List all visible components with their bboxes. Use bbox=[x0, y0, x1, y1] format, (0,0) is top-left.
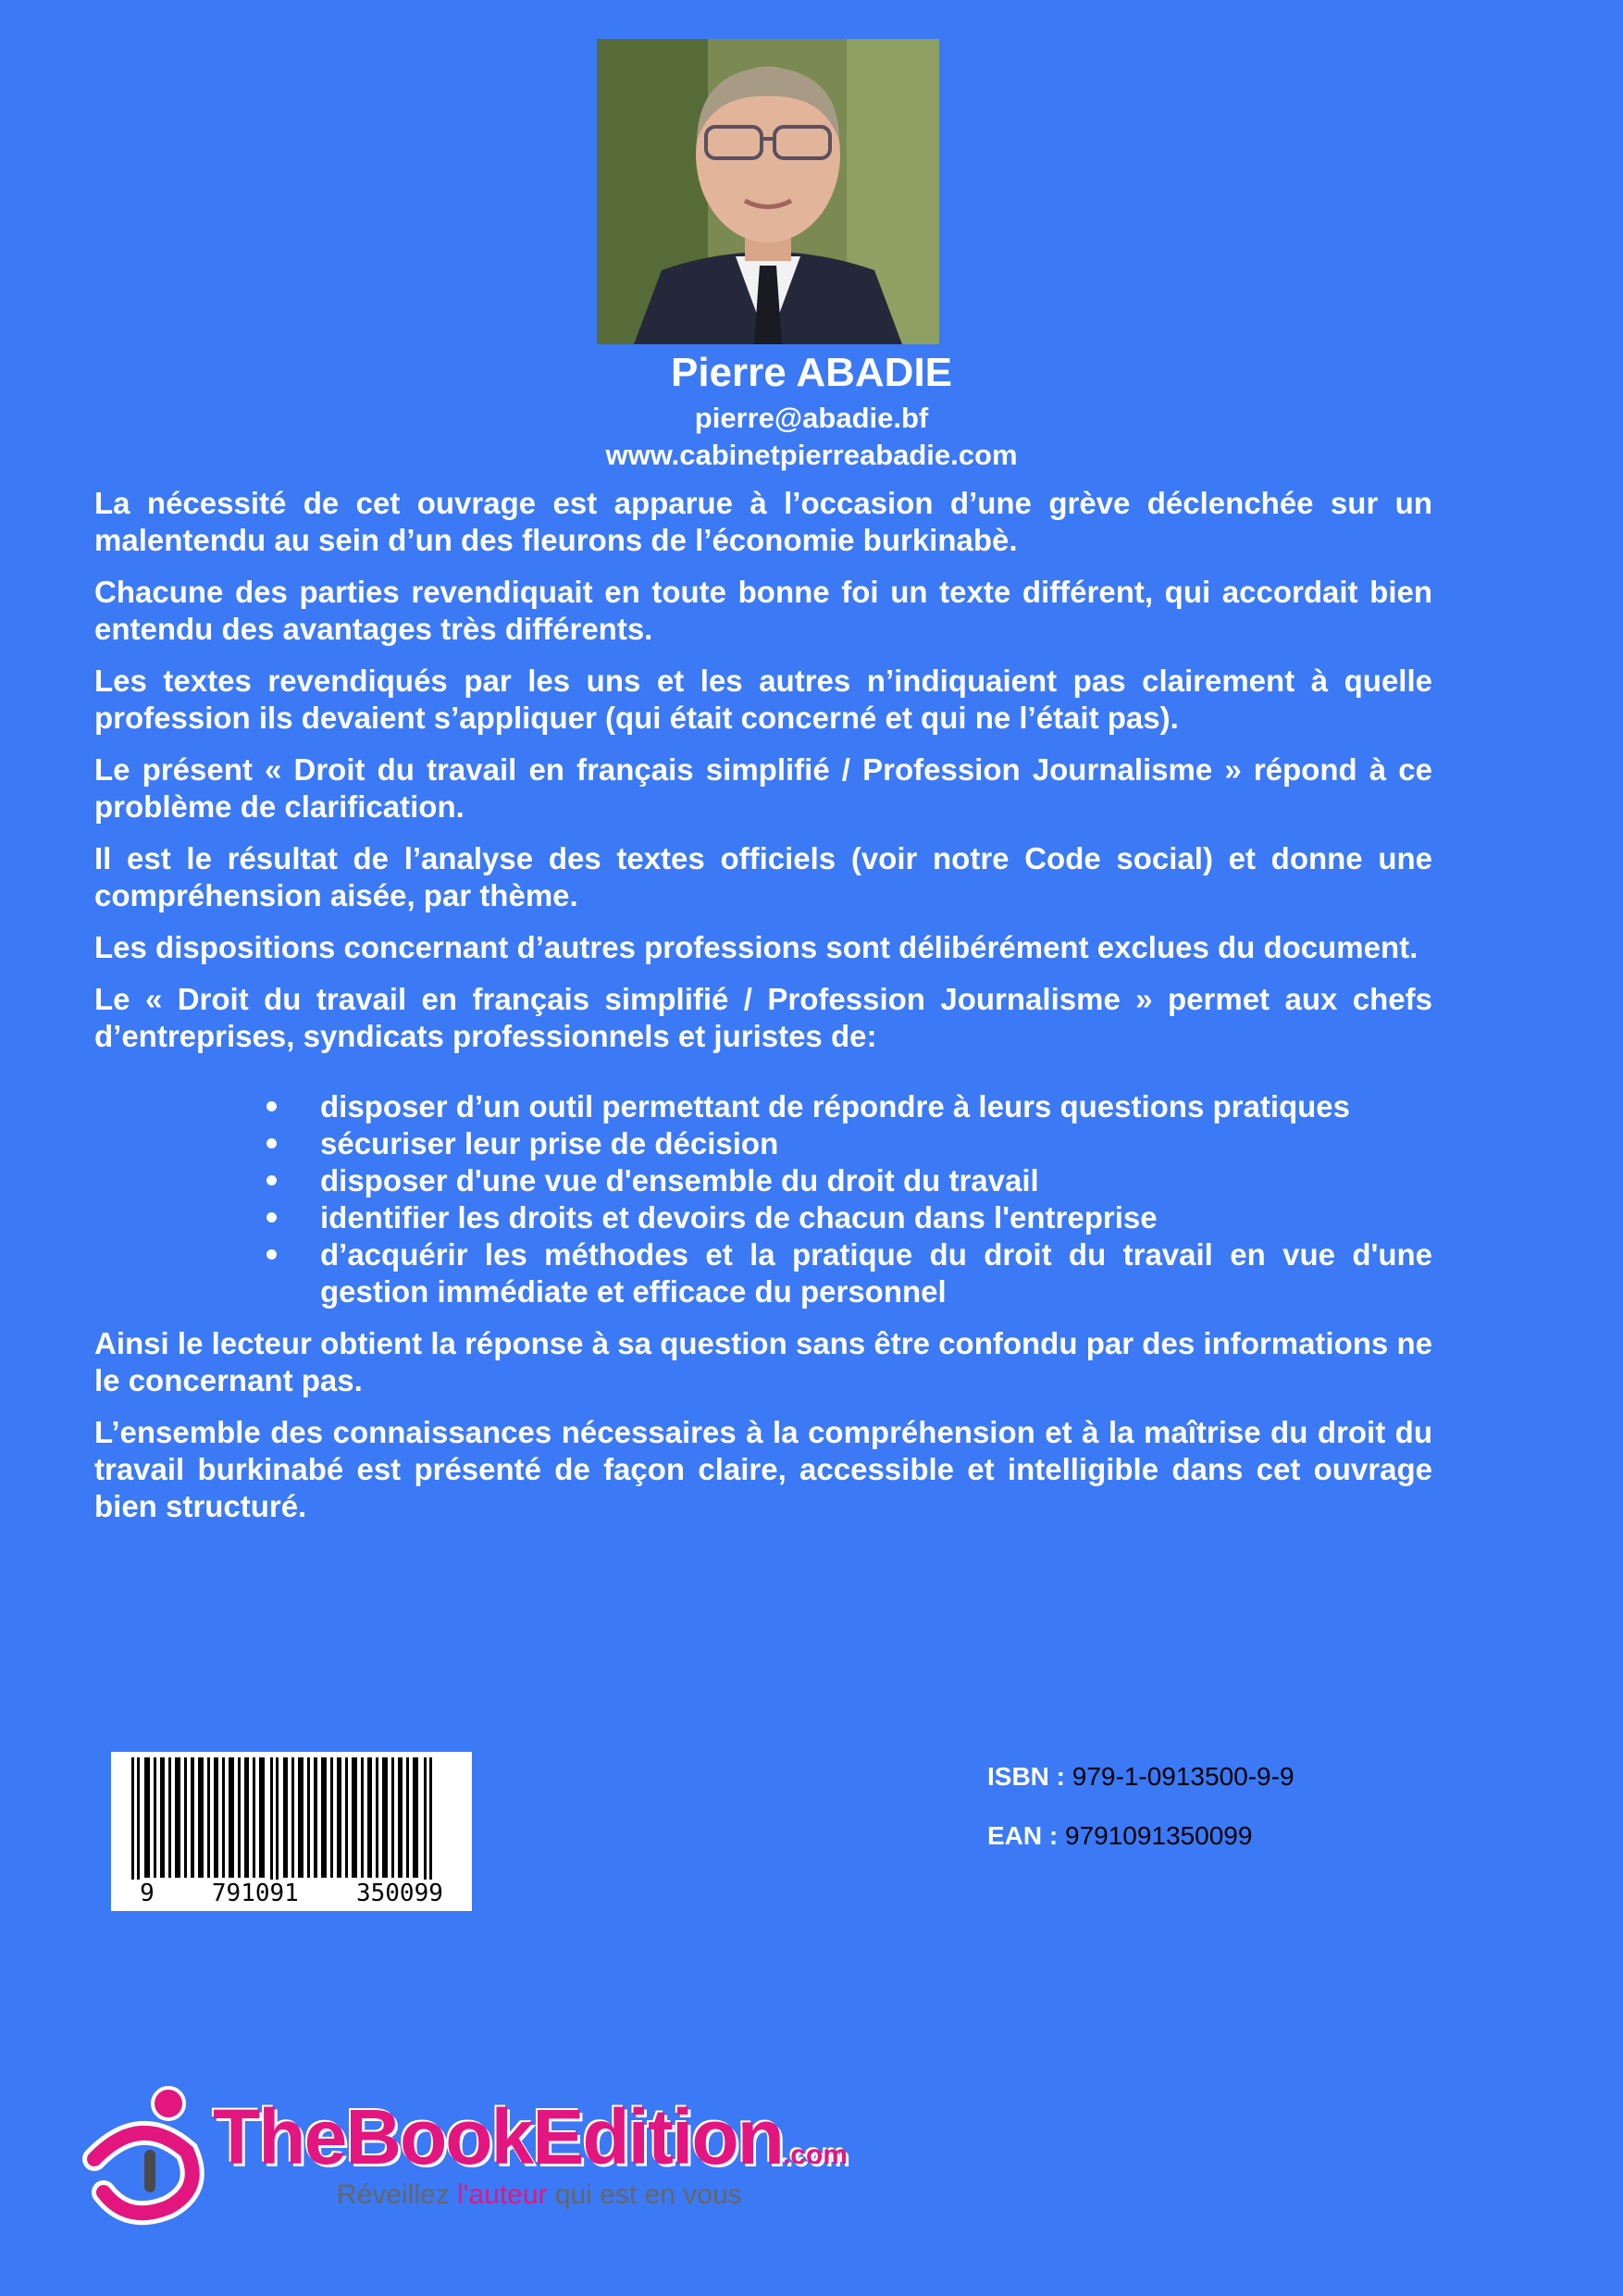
author-email[interactable]: pierre@abadie.bf bbox=[694, 402, 929, 434]
barcode-digit-group: 9 bbox=[140, 1880, 155, 1907]
paragraph: Les textes revendiqués par les uns et les autres n’indiquaient pas clairement à quelle profession ils devaient s’appliquer (qui était concerné et qui ne l’était pas). bbox=[94, 664, 1432, 735]
list-item bbox=[320, 1088, 1432, 1125]
publisher-tld: .com bbox=[782, 2140, 848, 2170]
list-item-text: disposer d’un outil permettant de répondre à leurs questions pratiques bbox=[320, 1089, 1351, 1123]
bullet-icon bbox=[266, 1175, 277, 1185]
author-photo bbox=[597, 39, 939, 344]
publisher-name bbox=[213, 2092, 848, 2182]
paragraph: Les dispositions concernant d’autres professions sont délibérément exclues du document. bbox=[94, 930, 1419, 964]
tagline-end: qui est en vous bbox=[547, 2179, 742, 2210]
ean-label: EAN : bbox=[987, 1821, 1059, 1850]
paragraph: Le présent « Droit du travail en français simplifié / Profession Journalisme » répond à ce problème de clarification. bbox=[94, 752, 1432, 824]
tagline-start: Réveillez bbox=[337, 2179, 458, 2210]
bullet-icon bbox=[266, 1212, 277, 1222]
ean-line bbox=[987, 1821, 1252, 1851]
barcode-digits bbox=[111, 1880, 472, 1909]
benefits-list bbox=[94, 1088, 1432, 1310]
author-website[interactable]: www.cabinetpierreabadie.com bbox=[605, 439, 1018, 471]
paragraph: Le « Droit du travail en français simplifié / Profession Journalisme » permet aux chefs d’entreprises, syndicats professionnels et juristes de: bbox=[94, 982, 1432, 1053]
ean-value: 9791091350099 bbox=[1065, 1821, 1253, 1850]
paragraph: Ainsi le lecteur obtient la réponse à sa question sans être confondu par des informations ne le concernant pas. bbox=[94, 1326, 1432, 1397]
paragraph: L’ensemble des connaissances nécessaires à la compréhension et à la maîtrise du droit du travail burkinabé est présenté de façon claire, accessible et intelligible dans cet ouvrage bien structuré. bbox=[94, 1415, 1432, 1523]
isbn-line bbox=[987, 1762, 1295, 1792]
isbn-value: 979-1-0913500-9-9 bbox=[1072, 1762, 1295, 1791]
paragraph: Il est le résultat de l’analyse des textes officiels (voir notre Code social) et donne une compréhension aisée, par thème. bbox=[94, 841, 1432, 912]
back-cover-text bbox=[94, 485, 1432, 1540]
publisher-mark-icon bbox=[76, 2078, 215, 2226]
author-name: Pierre ABADIE bbox=[670, 350, 953, 395]
list-item bbox=[320, 1125, 1432, 1162]
tagline-accent: l'auteur bbox=[457, 2179, 548, 2210]
list-item-text: disposer d'une vue d'ensemble du droit du travail bbox=[320, 1163, 1039, 1198]
publisher-logo bbox=[76, 2078, 848, 2226]
isbn-label: ISBN : bbox=[987, 1762, 1065, 1791]
paragraph: Chacune des parties revendiquait en toute bonne foi un texte différent, qui accordait bien entendu des avantages très différents. bbox=[94, 575, 1432, 646]
publisher-name-text: TheBookEdition bbox=[213, 2093, 783, 2180]
barcode-digit-group: 791091 bbox=[211, 1880, 299, 1907]
list-item bbox=[320, 1162, 1432, 1199]
list-item-text: sécuriser leur prise de décision bbox=[320, 1126, 779, 1160]
barcode-digit-group: 350099 bbox=[355, 1880, 443, 1907]
barcode bbox=[111, 1752, 472, 1911]
list-item-text: d’acquérir les méthodes et la pratique du droit du travail en vue d'une gestion immédiate et efficace du personnel bbox=[320, 1237, 1432, 1309]
list-item-text: identifier les droits et devoirs de chacun dans l'entreprise bbox=[320, 1200, 1158, 1235]
list-item bbox=[320, 1236, 1432, 1310]
publisher-tagline bbox=[337, 2179, 742, 2211]
bullet-icon bbox=[266, 1249, 277, 1260]
paragraph: La nécessité de cet ouvrage est apparue à l’occasion d’une grève déclenchée sur un malentendu au sein d’un des fleurons de l’économie burkinabè. bbox=[94, 486, 1432, 557]
bullet-icon bbox=[266, 1138, 277, 1148]
list-item bbox=[320, 1199, 1432, 1236]
bullet-icon bbox=[266, 1101, 277, 1111]
